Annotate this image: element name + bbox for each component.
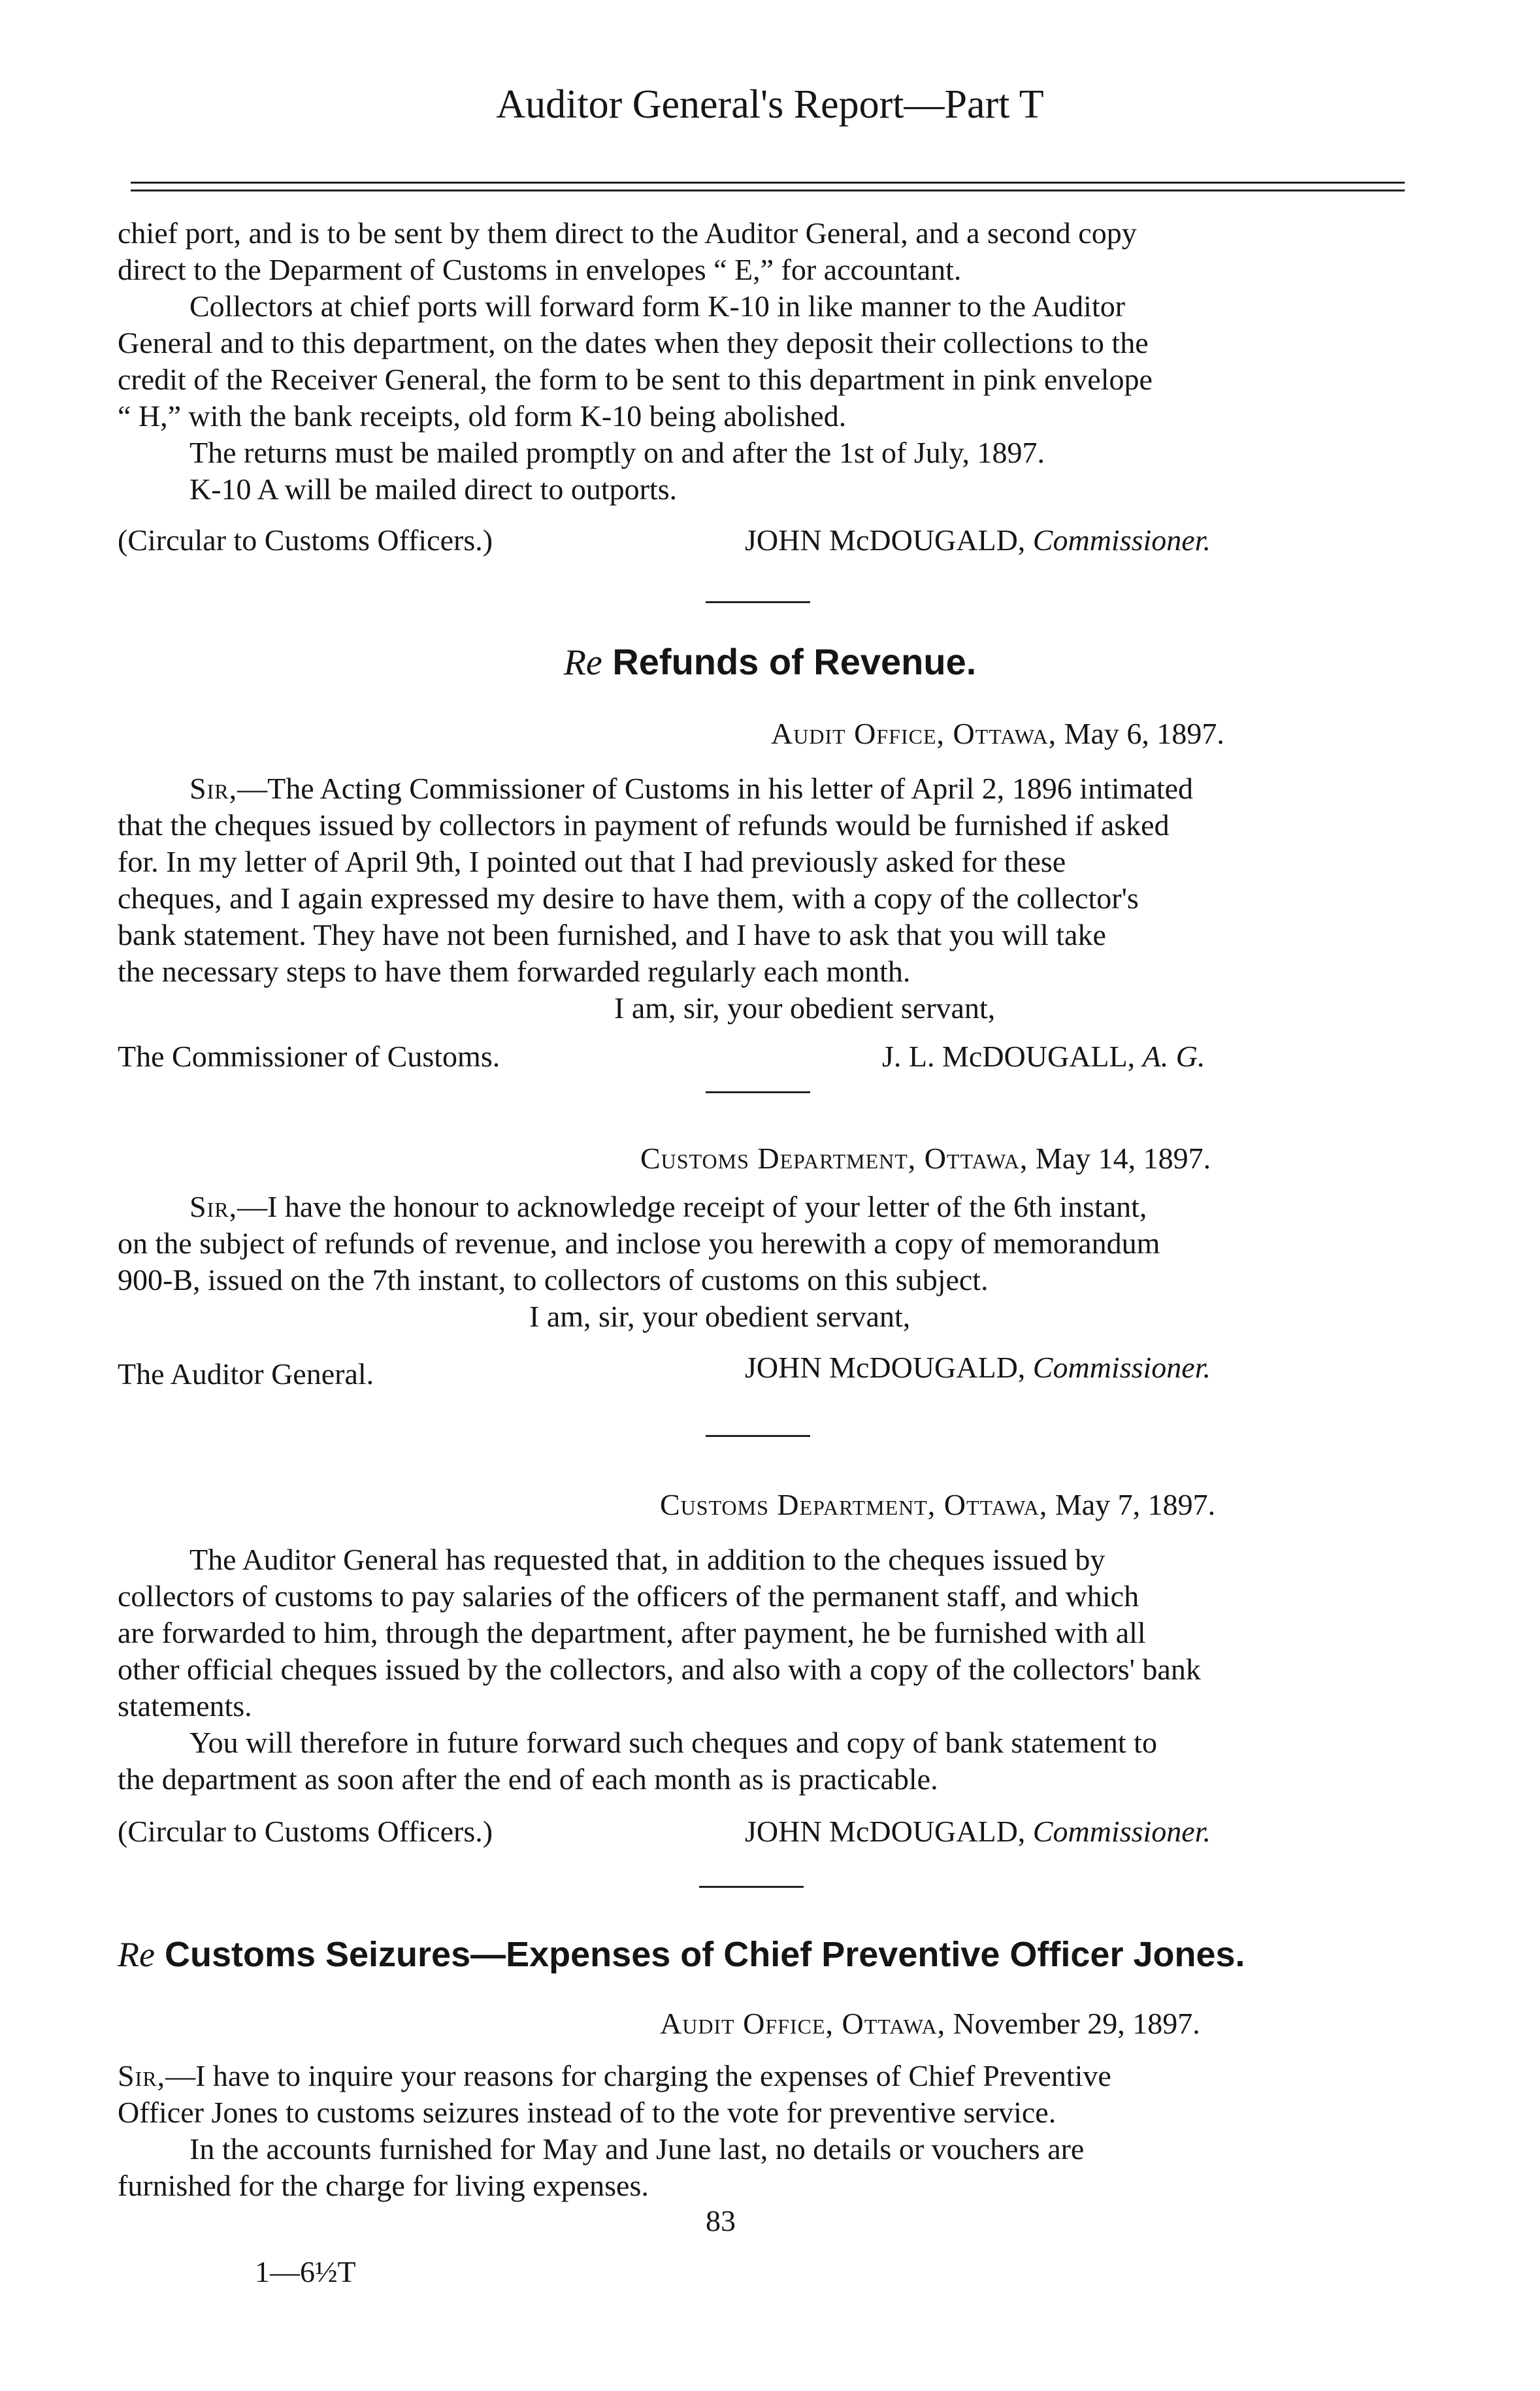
- dateline-date: November 29, 1897.: [953, 2007, 1200, 2040]
- body-line: the department as soon after the end of each month as is practicable.: [118, 1762, 938, 1796]
- body-line: In the accounts furnished for May and June last, no details or vouchers are: [189, 2132, 1085, 2166]
- signature-block: [882, 1039, 1205, 1074]
- body-line: K-10 A will be mailed direct to outports.: [189, 472, 678, 506]
- dateline-date: May 6, 1897.: [1064, 717, 1224, 750]
- section-heading-refunds: [0, 640, 1540, 684]
- closing-line: I am, sir, your obedient servant,: [529, 1300, 911, 1333]
- body-line: direct to the Deparment of Customs in envelopes “ E,” for accountant.: [118, 253, 962, 286]
- page-header-title: Auditor General's Report—Part T: [496, 82, 1044, 127]
- body-line: that the cheques issued by collectors in payment of refunds would be furnished if asked: [118, 808, 1170, 842]
- body-line: Sir,—The Acting Commissioner of Customs in his letter of April 2, 1896 intimated: [189, 772, 1194, 805]
- dateline: [771, 716, 1224, 751]
- section-divider: [706, 601, 810, 603]
- body-line: are forwarded to him, through the department, after payment, he be furnished with all: [118, 1616, 1146, 1649]
- signer-name: J. L. McDOUGALL,: [882, 1040, 1136, 1073]
- circular-note: (Circular to Customs Officers.): [118, 1815, 493, 1848]
- signer-title: A. G.: [1142, 1040, 1205, 1073]
- signer-name: JOHN McDOUGALD,: [745, 1815, 1026, 1848]
- body-line: The Auditor General has requested that, in addition to the cheques issued by: [189, 1543, 1106, 1576]
- body-line: collectors of customs to pay salaries of the officers of the permanent staff, and which: [118, 1579, 1139, 1613]
- signer-title: Commissioner.: [1032, 1351, 1211, 1384]
- heading-text: Customs Seizures—Expenses of Chief Preventive Officer Jones.: [164, 1935, 1245, 1974]
- letter-divider: [706, 1091, 810, 1093]
- addressee: The Auditor General.: [118, 1357, 374, 1391]
- salutation: Sir,: [189, 772, 238, 805]
- dateline-office: Customs Department, Ottawa,: [660, 1488, 1048, 1521]
- dateline: [660, 2006, 1200, 2041]
- section-heading-seizures: [118, 1934, 1245, 1975]
- signature-block: [745, 1350, 1211, 1385]
- circular-note: (Circular to Customs Officers.): [118, 523, 493, 557]
- heading-text: Refunds of Revenue.: [612, 641, 977, 682]
- signer-name: JOHN McDOUGALD,: [745, 1351, 1026, 1384]
- dateline-office: Customs Department, Ottawa,: [640, 1142, 1028, 1175]
- signature-mark: 1—6½T: [255, 2255, 356, 2288]
- signer-title: Commissioner.: [1032, 523, 1211, 557]
- body-line: statements.: [118, 1689, 252, 1723]
- body-line: Collectors at chief ports will forward form K-10 in like manner to the Auditor: [189, 289, 1126, 323]
- dateline: [660, 1487, 1215, 1523]
- section-divider: [699, 1886, 804, 1888]
- signature-block: [745, 523, 1211, 558]
- body-line: Officer Jones to customs seizures instead of to the vote for preventive service.: [118, 2096, 1057, 2129]
- body-line: 900-B, issued on the 7th instant, to collectors of customs on this subject.: [118, 1263, 989, 1296]
- dateline-date: May 14, 1897.: [1035, 1142, 1211, 1175]
- salutation: Sir,: [118, 2059, 166, 2092]
- body-line: cheques, and I again expressed my desire to have them, with a copy of the collector's: [118, 882, 1139, 915]
- body-line: The returns must be mailed promptly on and after the 1st of July, 1897.: [189, 436, 1045, 469]
- header-rule-bottom: [131, 190, 1405, 191]
- signer-name: JOHN McDOUGALD,: [745, 523, 1026, 557]
- body-line: Sir,—I have to inquire your reasons for charging the expenses of Chief Preventive: [118, 2059, 1111, 2092]
- dateline-office: Audit Office, Ottawa,: [660, 2007, 946, 2040]
- dateline: [640, 1141, 1211, 1176]
- body-line: furnished for the charge for living expenses.: [118, 2169, 649, 2202]
- dateline-office: Audit Office, Ottawa,: [771, 717, 1057, 750]
- body-line: the necessary steps to have them forwarded regularly each month.: [118, 955, 911, 988]
- heading-prefix: Re: [563, 642, 602, 683]
- page-number: 83: [706, 2204, 736, 2237]
- letter-divider: [706, 1435, 810, 1437]
- body-line: on the subject of refunds of revenue, and inclose you herewith a copy of memorandum: [118, 1227, 1160, 1260]
- dateline-date: May 7, 1897.: [1055, 1488, 1216, 1521]
- addressee: The Commissioner of Customs.: [118, 1040, 500, 1073]
- header-rule-top: [131, 182, 1405, 184]
- body-line: for. In my letter of April 9th, I pointed out that I had previously asked for these: [118, 845, 1066, 878]
- heading-prefix: Re: [118, 1935, 155, 1974]
- body-line: other official cheques issued by the collectors, and also with a copy of the collectors' bank: [118, 1653, 1201, 1686]
- body-line: bank statement. They have not been furnished, and I have to ask that you will take: [118, 918, 1106, 951]
- body-line: “ H,” with the bank receipts, old form K-10 being abolished.: [118, 399, 847, 433]
- signer-title: Commissioner.: [1032, 1815, 1211, 1848]
- closing-line: I am, sir, your obedient servant,: [614, 991, 996, 1025]
- body-line: Sir,—I have the honour to acknowledge receipt of your letter of the 6th instant,: [189, 1190, 1147, 1223]
- signature-block: [745, 1814, 1211, 1849]
- body-line: General and to this department, on the dates when they deposit their collections to the: [118, 326, 1149, 359]
- salutation: Sir,: [189, 1190, 238, 1223]
- body-line: chief port, and is to be sent by them direct to the Auditor General, and a second copy: [118, 216, 1137, 250]
- body-line: You will therefore in future forward such cheques and copy of bank statement to: [189, 1726, 1157, 1759]
- body-line: credit of the Receiver General, the form to be sent to this department in pink envelope: [118, 363, 1153, 396]
